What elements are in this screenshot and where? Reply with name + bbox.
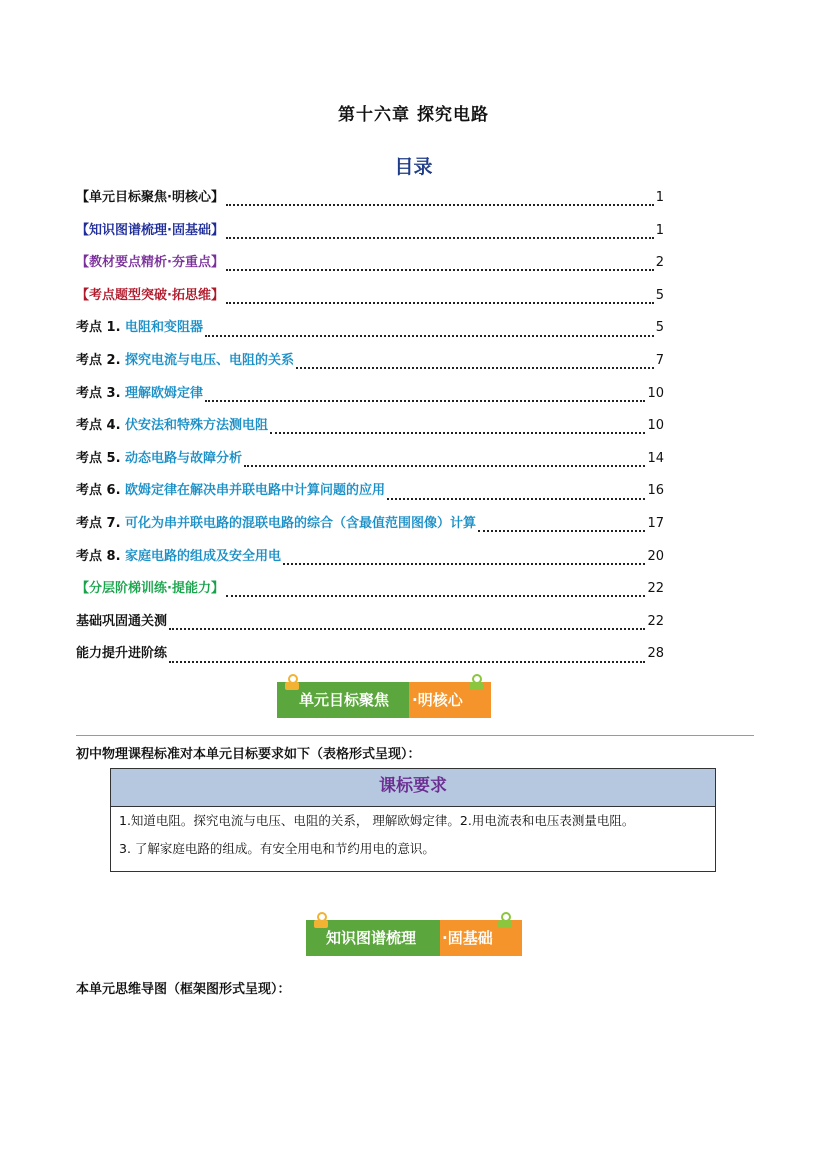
toc-entry[interactable] <box>76 217 664 250</box>
toc-entry-page: 10 <box>647 385 664 401</box>
toc-entry-text: 伏安法和特殊方法测电阻 <box>125 418 269 434</box>
section-banner-unit-goals <box>277 676 491 720</box>
toc-entry[interactable] <box>76 608 664 641</box>
toc-entry-text: 能力提升进阶练 <box>76 646 168 662</box>
toc-entry-label <box>76 347 294 375</box>
standards-line-2: 3. 了解家庭电路的组成。有安全用电和节约用电的意识。 <box>119 841 435 856</box>
toc-entry-text: 【教材要点精析·夯重点】 <box>76 255 224 271</box>
toc-leader-dots <box>226 595 646 597</box>
toc-entry[interactable] <box>76 347 664 380</box>
toc-entry-prefix: 考点 6. <box>76 483 126 499</box>
toc-entry-label <box>76 412 268 440</box>
clip-icon <box>314 912 328 928</box>
clip-icon <box>469 674 483 690</box>
section-banner-knowledge-map <box>306 914 520 958</box>
toc-entry-text: 电阻和变阻器 <box>125 320 204 336</box>
table-of-contents <box>76 184 664 673</box>
toc-leader-dots <box>478 530 645 532</box>
toc-entry-prefix: 考点 7. <box>76 515 126 531</box>
toc-entry-prefix: 考点 1. <box>76 320 126 336</box>
toc-entry[interactable] <box>76 380 664 413</box>
intro-text: 初中物理课程标准对本单元目标要求如下（表格形式呈现）： <box>76 747 421 762</box>
toc-leader-dots <box>226 237 654 239</box>
toc-entry-page: 14 <box>647 450 664 466</box>
toc-entry-label <box>76 184 224 212</box>
toc-entry-label <box>76 217 224 245</box>
clip-icon <box>285 674 299 690</box>
toc-entry-text: 基础巩固通关测 <box>76 613 168 629</box>
standards-table-header: 课标要求 <box>111 769 715 807</box>
toc-entry-label <box>76 314 203 342</box>
clip-icon <box>498 912 512 928</box>
toc-entry-page: 1 <box>655 222 664 238</box>
toc-leader-dots <box>226 204 654 206</box>
standards-table <box>110 768 716 872</box>
toc-leader-dots <box>169 628 645 630</box>
toc-leader-dots <box>270 432 645 434</box>
toc-entry[interactable] <box>76 640 664 673</box>
toc-leader-dots <box>205 400 645 402</box>
toc-entry-text: 【单元目标聚焦·明核心】 <box>76 190 224 205</box>
toc-entry[interactable] <box>76 282 664 315</box>
divider <box>76 735 754 736</box>
toc-entry-label <box>76 445 242 473</box>
toc-entry[interactable] <box>76 510 664 543</box>
toc-leader-dots <box>387 498 645 500</box>
toc-entry-label <box>76 543 281 571</box>
toc-entry-page: 2 <box>655 255 664 271</box>
toc-entry-text: 【分层阶梯训练·提能力】 <box>76 581 224 597</box>
toc-entry[interactable] <box>76 477 664 510</box>
toc-entry-label <box>76 510 476 538</box>
outro-text: 本单元思维导图（框架图形式呈现）： <box>76 982 291 997</box>
toc-entry-label <box>76 249 224 277</box>
standards-line-1: 1.知道电阻。探究电流与电压、电阻的关系， 理解欧姆定律。2.用电流表和电压表测量电阻。 <box>119 813 635 828</box>
toc-entry-text: 欧姆定律在解决串并联电路中计算问题的应用 <box>125 483 386 499</box>
toc-entry-page: 17 <box>647 515 664 531</box>
toc-entry-text: 动态电路与故障分析 <box>125 450 243 466</box>
toc-leader-dots <box>205 335 654 337</box>
toc-entry-label <box>76 640 167 668</box>
toc-entry-page: 5 <box>655 287 664 303</box>
toc-entry-label <box>76 282 224 310</box>
toc-entry-prefix: 考点 8. <box>76 548 126 564</box>
toc-entry[interactable] <box>76 543 664 576</box>
toc-entry-label <box>76 477 385 505</box>
banner-text-main: 单元目标聚焦 <box>299 691 390 709</box>
toc-entry-page: 22 <box>647 581 664 597</box>
toc-entry-page: 1 <box>655 190 664 205</box>
toc-leader-dots <box>296 367 654 369</box>
toc-entry-text: 家庭电路的组成及安全用电 <box>125 548 282 564</box>
banner-text-sub: ·明核心 <box>412 691 463 709</box>
toc-entry[interactable] <box>76 575 664 608</box>
toc-entry-label <box>76 380 203 408</box>
toc-entry-page: 5 <box>655 320 664 336</box>
toc-leader-dots <box>283 563 645 565</box>
toc-entry-page: 22 <box>647 613 664 629</box>
toc-entry-prefix: 考点 2. <box>76 352 126 368</box>
toc-heading: 目录 <box>394 156 433 178</box>
toc-entry-text: 理解欧姆定律 <box>125 385 204 401</box>
toc-entry-page: 28 <box>647 646 664 662</box>
chapter-title: 第十六章 探究电路 <box>338 105 489 125</box>
toc-entry[interactable] <box>76 249 664 282</box>
banner-text-main: 知识图谱梳理 <box>326 929 417 947</box>
toc-leader-dots <box>226 269 654 271</box>
toc-leader-dots <box>169 661 645 663</box>
toc-entry-text: 可化为串并联电路的混联电路的综合（含最值范围图像）计算 <box>125 515 477 531</box>
toc-entry-prefix: 考点 5. <box>76 450 126 466</box>
toc-entry-page: 7 <box>655 352 664 368</box>
toc-leader-dots <box>226 302 654 304</box>
toc-entry-label <box>76 608 167 636</box>
toc-leader-dots <box>244 465 645 467</box>
toc-entry-prefix: 考点 3. <box>76 385 126 401</box>
toc-entry-text: 探究电流与电压、电阻的关系 <box>125 352 295 368</box>
toc-entry-page: 10 <box>647 418 664 434</box>
toc-entry-text: 【考点题型突破·拓思维】 <box>76 287 224 303</box>
toc-entry[interactable] <box>76 314 664 347</box>
toc-entry-label <box>76 575 224 603</box>
toc-entry-text: 【知识图谱梳理·固基础】 <box>76 222 224 238</box>
toc-entry-page: 16 <box>647 483 664 499</box>
toc-entry[interactable] <box>76 445 664 478</box>
toc-entry[interactable] <box>76 412 664 445</box>
toc-entry[interactable] <box>76 184 664 217</box>
toc-entry-page: 20 <box>647 548 664 564</box>
banner-text-sub: ·固基础 <box>442 929 493 947</box>
toc-entry-prefix: 考点 4. <box>76 418 126 434</box>
